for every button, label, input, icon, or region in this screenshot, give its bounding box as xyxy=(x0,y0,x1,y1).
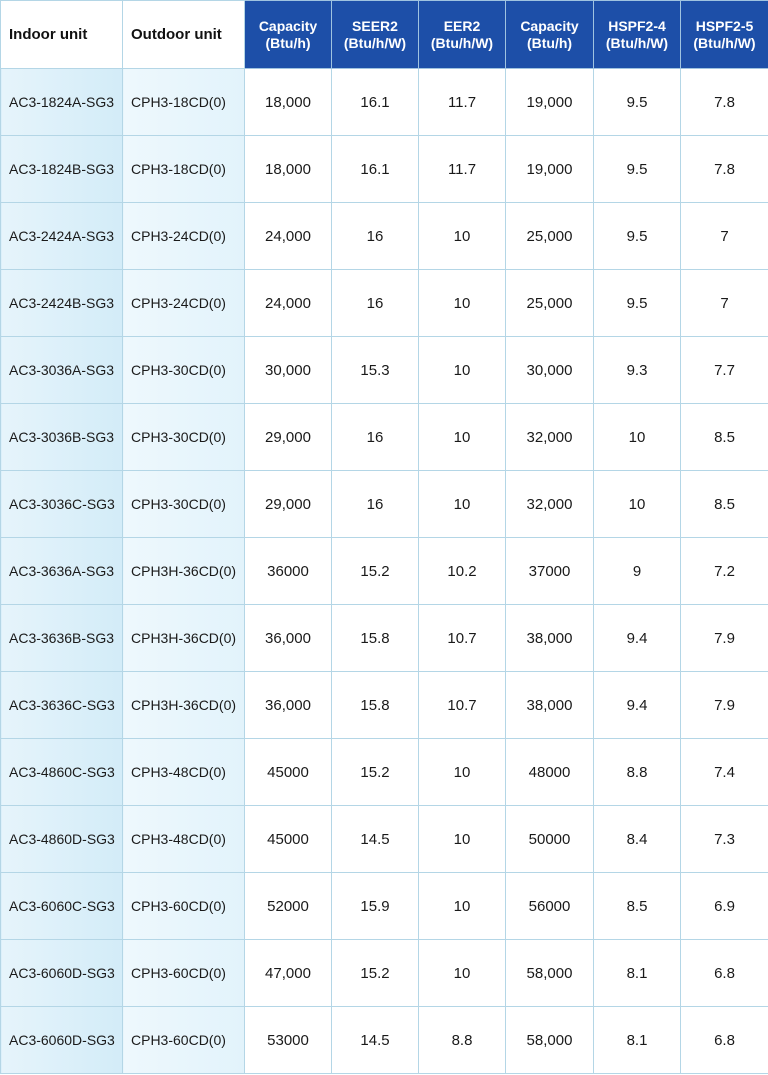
outdoor-unit-cell: CPH3-48CD(0) xyxy=(123,739,245,806)
cooling-capacity-cell: 18,000 xyxy=(245,69,332,136)
header-heating-capacity: Capacity (Btu/h) xyxy=(506,1,594,69)
indoor-unit-cell: AC3-6060D-SG3 xyxy=(1,1007,123,1074)
outdoor-unit-cell: CPH3H-36CD(0) xyxy=(123,672,245,739)
header-hspf2-5: HSPF2-5 (Btu/h/W) xyxy=(681,1,768,69)
seer2-cell: 16 xyxy=(332,203,419,270)
cooling-capacity-cell: 24,000 xyxy=(245,203,332,270)
hspf2-4-cell: 10 xyxy=(594,404,681,471)
eer2-cell: 10.7 xyxy=(419,672,506,739)
hspf2-5-cell: 6.8 xyxy=(681,940,768,1007)
eer2-cell: 10 xyxy=(419,940,506,1007)
seer2-cell: 15.2 xyxy=(332,940,419,1007)
cooling-capacity-cell: 53000 xyxy=(245,1007,332,1074)
cooling-capacity-cell: 47,000 xyxy=(245,940,332,1007)
hspf2-4-cell: 8.1 xyxy=(594,940,681,1007)
eer2-cell: 11.7 xyxy=(419,69,506,136)
hspf2-5-cell: 7 xyxy=(681,203,768,270)
hspf2-5-cell: 8.5 xyxy=(681,471,768,538)
seer2-cell: 15.8 xyxy=(332,605,419,672)
seer2-cell: 16 xyxy=(332,270,419,337)
cooling-capacity-cell: 18,000 xyxy=(245,136,332,203)
seer2-cell: 16.1 xyxy=(332,136,419,203)
outdoor-unit-cell: CPH3-30CD(0) xyxy=(123,337,245,404)
table-row xyxy=(1,69,768,136)
table-row xyxy=(1,538,768,605)
cooling-capacity-cell: 36000 xyxy=(245,538,332,605)
cooling-capacity-cell: 45000 xyxy=(245,739,332,806)
indoor-unit-cell: AC3-4860C-SG3 xyxy=(1,739,123,806)
eer2-cell: 10 xyxy=(419,739,506,806)
heating-capacity-cell: 30,000 xyxy=(506,337,594,404)
hspf2-5-cell: 7.4 xyxy=(681,739,768,806)
seer2-cell: 14.5 xyxy=(332,1007,419,1074)
hspf2-5-cell: 8.5 xyxy=(681,404,768,471)
seer2-cell: 15.9 xyxy=(332,873,419,940)
hspf2-4-cell: 9.3 xyxy=(594,337,681,404)
table-row xyxy=(1,1007,768,1074)
table-row xyxy=(1,337,768,404)
indoor-unit-cell: AC3-2424A-SG3 xyxy=(1,203,123,270)
cooling-capacity-cell: 36,000 xyxy=(245,672,332,739)
table-row xyxy=(1,672,768,739)
eer2-cell: 10 xyxy=(419,203,506,270)
indoor-unit-cell: AC3-6060D-SG3 xyxy=(1,940,123,1007)
hspf2-4-cell: 9.5 xyxy=(594,203,681,270)
cooling-capacity-cell: 30,000 xyxy=(245,337,332,404)
seer2-cell: 15.2 xyxy=(332,538,419,605)
seer2-cell: 16 xyxy=(332,471,419,538)
hspf2-4-cell: 9.4 xyxy=(594,605,681,672)
indoor-unit-cell: AC3-3636C-SG3 xyxy=(1,672,123,739)
heating-capacity-cell: 19,000 xyxy=(506,69,594,136)
outdoor-unit-cell: CPH3-30CD(0) xyxy=(123,471,245,538)
table-row xyxy=(1,136,768,203)
cooling-capacity-cell: 29,000 xyxy=(245,471,332,538)
hspf2-5-cell: 7.3 xyxy=(681,806,768,873)
eer2-cell: 10 xyxy=(419,270,506,337)
hspf2-4-cell: 9.5 xyxy=(594,270,681,337)
heating-capacity-cell: 50000 xyxy=(506,806,594,873)
outdoor-unit-cell: CPH3-18CD(0) xyxy=(123,136,245,203)
heating-capacity-cell: 25,000 xyxy=(506,203,594,270)
hspf2-4-cell: 8.1 xyxy=(594,1007,681,1074)
hspf2-4-cell: 9 xyxy=(594,538,681,605)
table-row xyxy=(1,873,768,940)
seer2-cell: 15.8 xyxy=(332,672,419,739)
hspf2-5-cell: 7.8 xyxy=(681,69,768,136)
hspf2-4-cell: 9.4 xyxy=(594,672,681,739)
hspf2-5-cell: 7.8 xyxy=(681,136,768,203)
cooling-capacity-cell: 45000 xyxy=(245,806,332,873)
seer2-cell: 16 xyxy=(332,404,419,471)
hspf2-5-cell: 6.8 xyxy=(681,1007,768,1074)
heating-capacity-cell: 25,000 xyxy=(506,270,594,337)
table-row xyxy=(1,471,768,538)
header-outdoor-unit: Outdoor unit xyxy=(123,1,245,69)
outdoor-unit-cell: CPH3-60CD(0) xyxy=(123,940,245,1007)
eer2-cell: 10 xyxy=(419,337,506,404)
heating-capacity-cell: 37000 xyxy=(506,538,594,605)
cooling-capacity-cell: 29,000 xyxy=(245,404,332,471)
eer2-cell: 10 xyxy=(419,806,506,873)
seer2-cell: 15.2 xyxy=(332,739,419,806)
header-seer2: SEER2 (Btu/h/W) xyxy=(332,1,419,69)
header-eer2: EER2 (Btu/h/W) xyxy=(419,1,506,69)
hspf2-5-cell: 7.9 xyxy=(681,672,768,739)
header-hspf2-4: HSPF2-4 (Btu/h/W) xyxy=(594,1,681,69)
hspf2-4-cell: 8.4 xyxy=(594,806,681,873)
seer2-cell: 15.3 xyxy=(332,337,419,404)
header-cooling-capacity: Capacity (Btu/h) xyxy=(245,1,332,69)
table-row xyxy=(1,203,768,270)
cooling-capacity-cell: 24,000 xyxy=(245,270,332,337)
heating-capacity-cell: 56000 xyxy=(506,873,594,940)
table-row xyxy=(1,739,768,806)
indoor-unit-cell: AC3-4860D-SG3 xyxy=(1,806,123,873)
indoor-unit-cell: AC3-3636A-SG3 xyxy=(1,538,123,605)
hspf2-5-cell: 7.9 xyxy=(681,605,768,672)
outdoor-unit-cell: CPH3-60CD(0) xyxy=(123,873,245,940)
hspf2-4-cell: 9.5 xyxy=(594,136,681,203)
indoor-unit-cell: AC3-3036C-SG3 xyxy=(1,471,123,538)
eer2-cell: 10 xyxy=(419,873,506,940)
indoor-unit-cell: AC3-6060C-SG3 xyxy=(1,873,123,940)
outdoor-unit-cell: CPH3-24CD(0) xyxy=(123,203,245,270)
outdoor-unit-cell: CPH3-18CD(0) xyxy=(123,69,245,136)
outdoor-unit-cell: CPH3-48CD(0) xyxy=(123,806,245,873)
heating-capacity-cell: 48000 xyxy=(506,739,594,806)
hspf2-4-cell: 10 xyxy=(594,471,681,538)
heating-capacity-cell: 58,000 xyxy=(506,1007,594,1074)
seer2-cell: 14.5 xyxy=(332,806,419,873)
heating-capacity-cell: 58,000 xyxy=(506,940,594,1007)
eer2-cell: 10 xyxy=(419,404,506,471)
eer2-cell: 8.8 xyxy=(419,1007,506,1074)
hspf2-5-cell: 7 xyxy=(681,270,768,337)
indoor-unit-cell: AC3-3636B-SG3 xyxy=(1,605,123,672)
table-body xyxy=(1,69,768,1074)
eer2-cell: 10 xyxy=(419,471,506,538)
indoor-unit-cell: AC3-3036B-SG3 xyxy=(1,404,123,471)
heating-capacity-cell: 38,000 xyxy=(506,672,594,739)
cooling-capacity-cell: 52000 xyxy=(245,873,332,940)
heating-capacity-cell: 38,000 xyxy=(506,605,594,672)
eer2-cell: 11.7 xyxy=(419,136,506,203)
outdoor-unit-cell: CPH3-24CD(0) xyxy=(123,270,245,337)
hspf2-4-cell: 8.8 xyxy=(594,739,681,806)
seer2-cell: 16.1 xyxy=(332,69,419,136)
hspf2-5-cell: 7.7 xyxy=(681,337,768,404)
outdoor-unit-cell: CPH3H-36CD(0) xyxy=(123,605,245,672)
indoor-unit-cell: AC3-1824B-SG3 xyxy=(1,136,123,203)
heating-capacity-cell: 19,000 xyxy=(506,136,594,203)
hspf2-4-cell: 8.5 xyxy=(594,873,681,940)
outdoor-unit-cell: CPH3-30CD(0) xyxy=(123,404,245,471)
table-row xyxy=(1,605,768,672)
cooling-capacity-cell: 36,000 xyxy=(245,605,332,672)
indoor-unit-cell: AC3-1824A-SG3 xyxy=(1,69,123,136)
table-row xyxy=(1,404,768,471)
hspf2-5-cell: 6.9 xyxy=(681,873,768,940)
table-row xyxy=(1,940,768,1007)
hspf2-4-cell: 9.5 xyxy=(594,69,681,136)
eer2-cell: 10.7 xyxy=(419,605,506,672)
header-row xyxy=(1,1,768,69)
heating-capacity-cell: 32,000 xyxy=(506,471,594,538)
table-header xyxy=(1,1,768,69)
heating-capacity-cell: 32,000 xyxy=(506,404,594,471)
table-row xyxy=(1,806,768,873)
outdoor-unit-cell: CPH3-60CD(0) xyxy=(123,1007,245,1074)
hspf2-5-cell: 7.2 xyxy=(681,538,768,605)
indoor-unit-cell: AC3-3036A-SG3 xyxy=(1,337,123,404)
eer2-cell: 10.2 xyxy=(419,538,506,605)
indoor-unit-cell: AC3-2424B-SG3 xyxy=(1,270,123,337)
table-row xyxy=(1,270,768,337)
header-indoor-unit: Indoor unit xyxy=(1,1,123,69)
outdoor-unit-cell: CPH3H-36CD(0) xyxy=(123,538,245,605)
